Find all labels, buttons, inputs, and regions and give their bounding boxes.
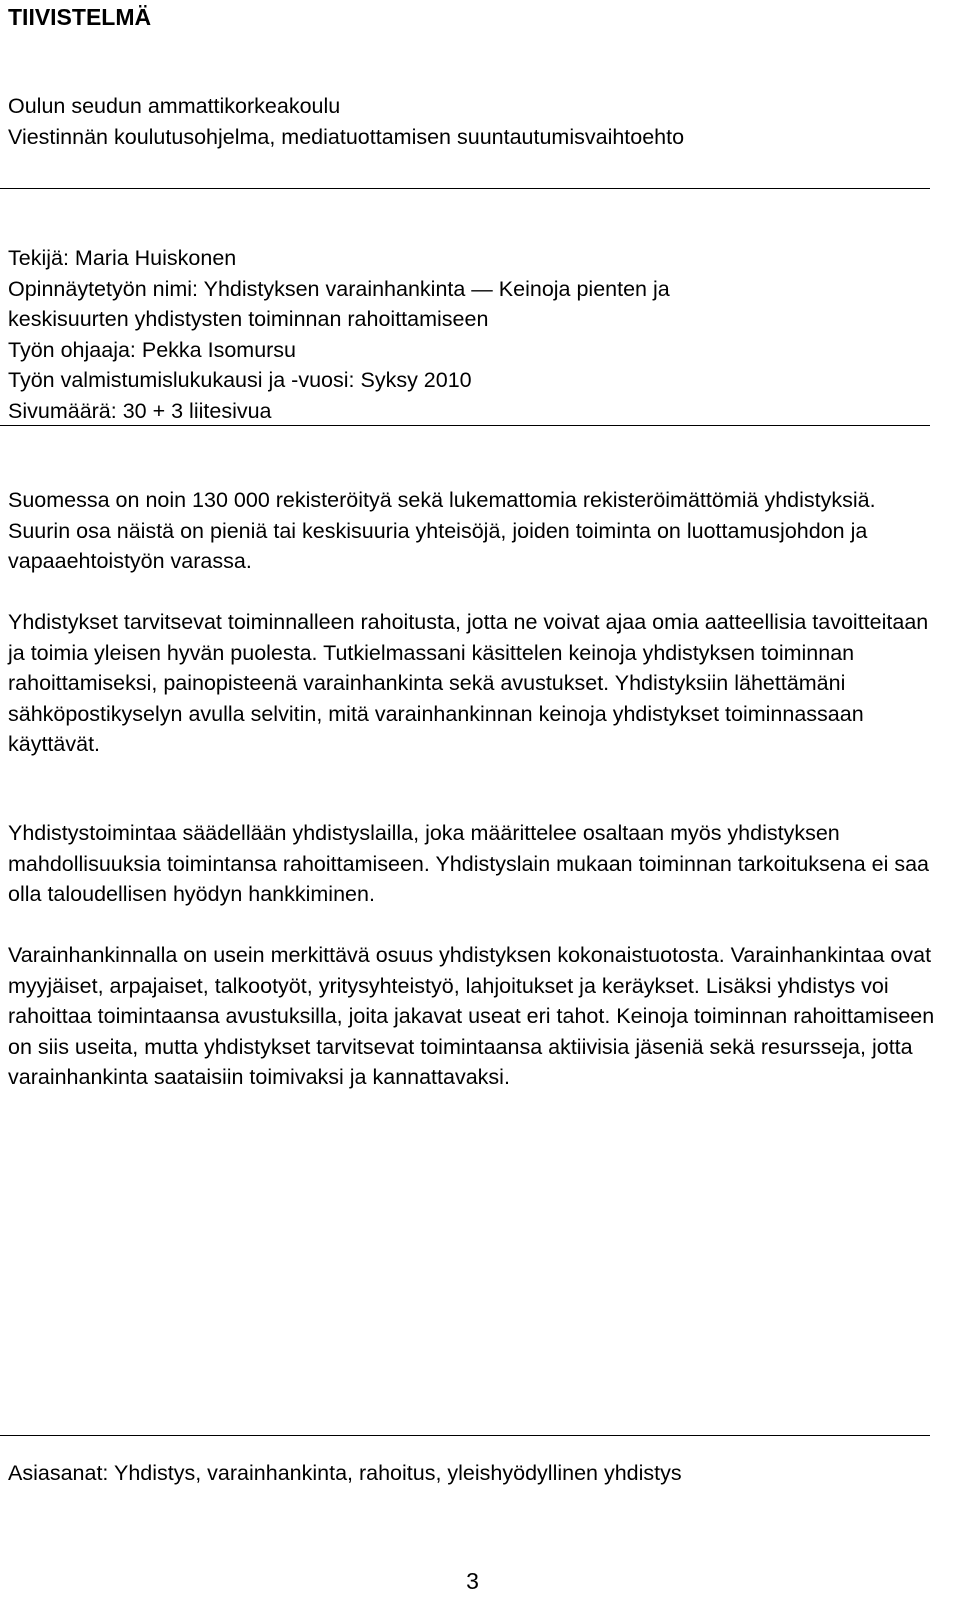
thesis-info-block xyxy=(8,243,948,426)
divider-middle xyxy=(0,425,930,426)
page-number: 3 xyxy=(466,1568,479,1594)
programme-name: Viestinnän koulutusohjelma, mediatuottamisen suuntautumisvaihtoehto xyxy=(8,124,685,149)
completion-line: Työn valmistumislukukausi ja -vuosi: Syksy 2010 xyxy=(8,368,472,392)
abstract-paragraph-1: Suomessa on noin 130 000 rekisteröityä sekä lukemattomia rekisteröimättömiä yhdistyksiä. Suurin osa näistä on pieniä tai keskisuuria yhteisöjä, joiden toiminta on luottamusjohdon ja vapaaehtoistyön varassa. xyxy=(8,488,876,573)
page-count-line: Sivumäärä: 30 + 3 liitesivua xyxy=(8,398,272,423)
abstract-paragraph-4: Varainhankinnalla on usein merkittävä osuus yhdistyksen kokonaistuotosta. Varainhankintaa ovat myyjäiset, arpajaiset, talkootyöt, yritysyhteistyö, lahjoitukset ja keräykset. Lisäksi yhdistys voi rahoittaa toimintaansa avustuksilla, joita jakavat useat eri tahot. Keinoja toiminnan rahoittamiseen on siis useita, mutta yhdistykset tarvitsevat toimintaansa aktiivisia jäseniä sekä resursseja, jotta varainhankinta saataisiin toimivaksi ja kannattavaksi. xyxy=(8,943,935,1089)
school-name: Oulun seudun ammattikorkeakoulu xyxy=(8,94,341,118)
author-line: Tekijä: Maria Huiskonen xyxy=(8,246,237,270)
keywords-line: Asiasanat: Yhdistys, varainhankinta, rahoitus, yleishyödyllinen yhdistys xyxy=(8,1461,682,1485)
supervisor-line: Työn ohjaaja: Pekka Isomursu xyxy=(8,337,297,362)
divider-bottom xyxy=(0,1435,930,1436)
page-heading: TIIVISTELMÄ xyxy=(8,4,152,30)
abstract-paragraph-2: Yhdistykset tarvitsevat toiminnalleen rahoitusta, jotta ne voivat ajaa omia aatteellisia tavoitteitaan ja toimia yleisen hyvän puolesta. Tutkielmassani käsittelen keinoja yhdistyksen toiminnan rahoittamiseksi, painopisteenä varainhankinta sekä avustukset. Yhdistyksiin lähettämäni sähköpostikyselyn avulla selvitin, mitä varainhankinnan keinoja yhdistykset toiminnassaan käyttävät. xyxy=(8,610,929,756)
institution-block xyxy=(8,91,948,152)
abstract-paragraph-3: Yhdistystoimintaa säädellään yhdistyslailla, joka määrittelee osaltaan myös yhdistyksen mahdollisuuksia toimintansa rahoittamiseen. Yhdistyslain mukaan toiminnan tarkoituksena ei saa olla taloudellisen hyödyn hankkiminen. xyxy=(8,821,930,906)
divider-top xyxy=(0,188,930,189)
thesis-title-line-1: Opinnäytetyön nimi: Yhdistyksen varainhankinta — Keinoja pienten ja xyxy=(8,276,670,301)
thesis-title-line-2: keskisuurten yhdistysten toiminnan rahoittamiseen xyxy=(8,307,489,331)
